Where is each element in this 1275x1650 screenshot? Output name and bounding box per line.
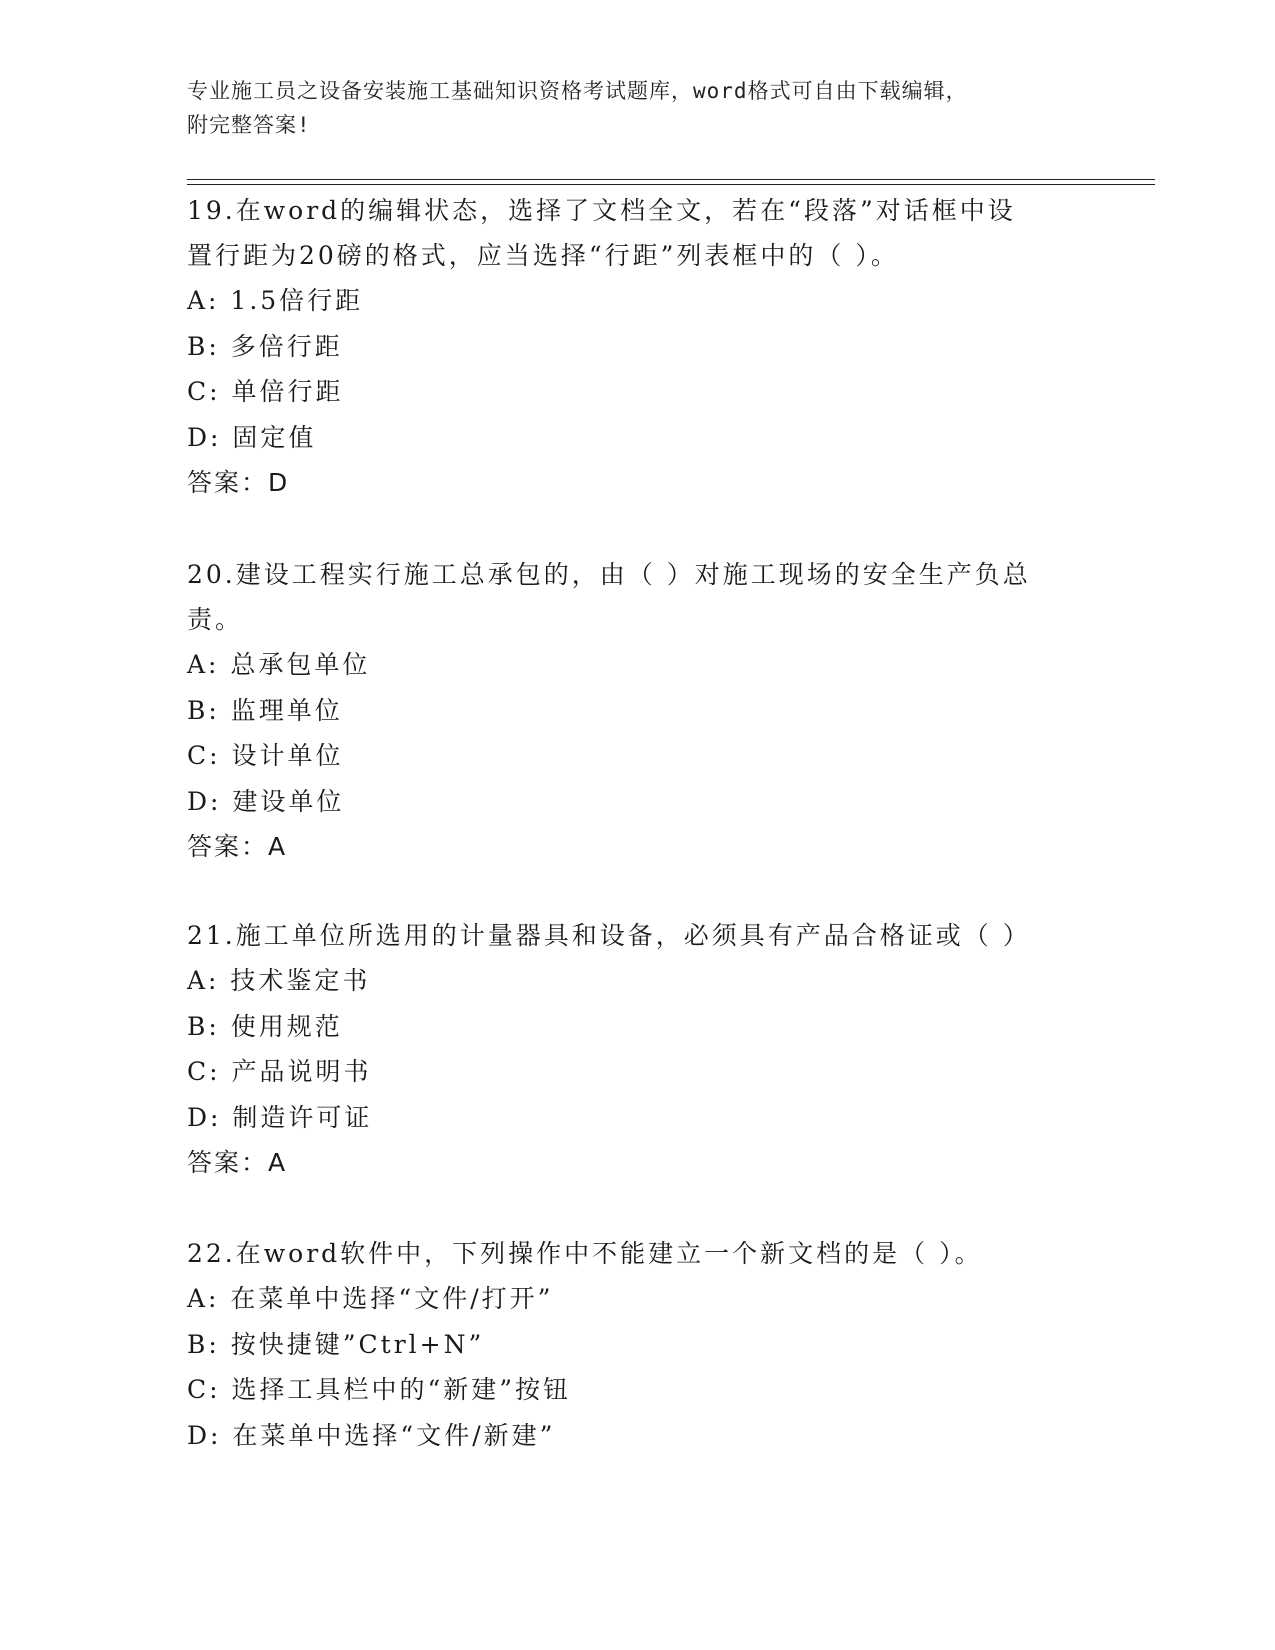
header-line-2: 附完整答案! bbox=[187, 113, 311, 137]
question-19 bbox=[187, 188, 1087, 506]
header-line-1: 专业施工员之设备安装施工基础知识资格考试题库，word格式可自由下载编辑， bbox=[187, 79, 968, 103]
option-b: B: 监理单位 bbox=[187, 695, 343, 725]
option-a: A: 在菜单中选择“文件/打开” bbox=[187, 1284, 554, 1313]
option-a: A: 1.5倍行距 bbox=[187, 286, 364, 315]
option-c: C: 设计单位 bbox=[187, 741, 344, 770]
question-20 bbox=[187, 552, 1087, 870]
option-a: A: 技术鉴定书 bbox=[187, 966, 371, 995]
answer: 答案：A bbox=[187, 832, 288, 861]
option-b: B: 使用规范 bbox=[187, 1011, 343, 1041]
question-22 bbox=[187, 1231, 1087, 1458]
option-d: D: 固定值 bbox=[187, 422, 317, 452]
option-b: B: 按快捷键”Ctrl+N” bbox=[187, 1329, 485, 1359]
option-a: A: 总承包单位 bbox=[187, 650, 371, 679]
question-stem-line-2: 责。 bbox=[187, 605, 244, 634]
question-stem-line-1: 20.建设工程实行施工总承包的，由（ ）对施工现场的安全生产负总 bbox=[187, 560, 1031, 589]
option-d: D: 在菜单中选择“文件/新建” bbox=[187, 1420, 556, 1450]
answer: 答案：A bbox=[187, 1148, 288, 1177]
document-header bbox=[187, 74, 1057, 142]
question-stem-line-1: 21.施工单位所选用的计量器具和设备，必须具有产品合格证或（ ） bbox=[187, 921, 1031, 950]
option-d: D: 建设单位 bbox=[187, 786, 345, 816]
question-21 bbox=[187, 913, 1087, 1186]
answer: 答案：D bbox=[187, 468, 290, 497]
option-d: D: 制造许可证 bbox=[187, 1102, 373, 1132]
option-b: B: 多倍行距 bbox=[187, 331, 343, 361]
header-divider-top bbox=[187, 179, 1155, 180]
option-c: C: 产品说明书 bbox=[187, 1057, 372, 1086]
option-c: C: 选择工具栏中的“新建”按钮 bbox=[187, 1375, 572, 1404]
question-stem-line-1: 22.在word软件中，下列操作中不能建立一个新文档的是（ ）。 bbox=[187, 1239, 983, 1268]
option-c: C: 单倍行距 bbox=[187, 377, 344, 406]
question-stem-line-2: 置行距为20磅的格式，应当选择“行距”列表框中的（ ）。 bbox=[187, 241, 899, 270]
header-divider-bottom bbox=[187, 184, 1155, 185]
question-stem-line-1: 19.在word的编辑状态，选择了文档全文，若在“段落”对话框中设 bbox=[187, 196, 1016, 225]
